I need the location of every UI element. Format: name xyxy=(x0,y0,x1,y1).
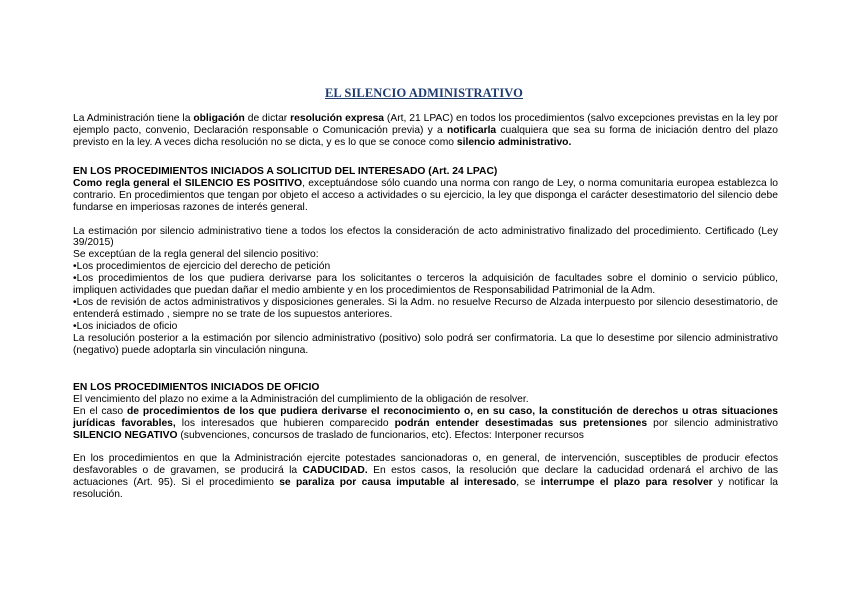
oficio-text-1: En el caso xyxy=(73,405,127,417)
exception-item: •Los de revisión de actos administrativos y disposiciones generales. Si la Adm. no resuelve Recurso de Alzada interpuesto por silencio desestimatorio, de entenderá estimado , siempre no se trate de los supuestos anteriores. xyxy=(73,296,778,320)
exceptions-intro: Se exceptúan de la regla general del silencio positivo: xyxy=(73,249,319,261)
oficio-bold-1: de procedimientos de los que pudiera derivarse el reconocimiento o, en su caso, la constitución de derechos u otras situaciones jurídicas favorables, xyxy=(73,405,778,429)
intro-bold-notificarla: notificarla xyxy=(446,124,497,136)
intro-section xyxy=(73,113,778,149)
exception-item: •Los procedimientos de ejercicio del derecho de petición xyxy=(73,261,331,273)
spacer xyxy=(73,214,778,226)
intro-text-1: La Administración tiene la xyxy=(73,113,194,124)
caducidad-text-3: , se xyxy=(516,477,541,489)
oficio-bold-2: podrán entender desestimadas sus pretensiones xyxy=(394,417,648,429)
intro-bold-silencio: silencio administrativo. xyxy=(456,136,572,148)
caducidad-bold-3: interrumpe el plazo para resolver xyxy=(540,477,713,489)
section-oficio xyxy=(73,382,778,501)
section-oficio-paragraph-3 xyxy=(73,453,778,501)
section-solicitud xyxy=(73,166,778,356)
caducidad-text-1: En los procedimientos en que la Administración ejercite potestades sancionadoras o, en general, de intervención, susceptibles de producir efectos desfavorables o de gravamen, se producirá la xyxy=(73,453,778,477)
intro-text-4: cualquiera que sea su forma de iniciación dentro del plazo previsto en la ley. A veces dicha resolución no se dicta, y es lo que se conoce como xyxy=(73,124,778,148)
oficio-text-4: (subvenciones, concursos de traslado de funcionarios, etc). Efectos: Interponer recursos xyxy=(177,429,584,441)
caducidad-bold: CADUCIDAD. xyxy=(302,465,368,477)
intro-text-2: de dictar xyxy=(244,113,291,124)
caducidad-text-2: En estos casos, la resolución que declare la caducidad ordenará el archivo de las actuaciones (Art. 95). Si el procedimiento xyxy=(73,465,779,489)
regla-general-text: , exceptuándose sólo cuando una norma con rango de Ley, o norma comunitaria europea establezca lo contrario. En procedimientos que tengan por objeto el acceso a actividades o su ejercicio, la ley que disponga el carácter desestimatorio del silencio debe fundarse en imperiosas razones de interés general. xyxy=(73,177,778,213)
page-title: EL SILENCIO ADMINISTRATIVO xyxy=(324,86,523,100)
exception-item: •Los iniciados de oficio xyxy=(73,320,178,332)
section-oficio-heading: EN LOS PROCEDIMIENTOS INICIADOS DE OFICIO xyxy=(73,382,320,393)
oficio-bold-silencio-negativo: SILENCIO NEGATIVO xyxy=(73,429,178,441)
section-oficio-paragraph-1: El vencimiento del plazo no exime a la Administración del cumplimiento de la obligación de resolver. xyxy=(73,393,529,405)
intro-text-3: (Art, 21 LPAC) en todos los procedimientos (salvo excepciones previstas en la ley por ejemplo pacto, convenio, Declaración responsable o Comunicación previa) y a xyxy=(73,113,779,136)
section-solicitud-paragraph-2: La estimación por silencio administrativo tiene a todos los efectos la consideración de acto administrativo finalizado del procedimiento. Certificado (Ley 39/2015) xyxy=(73,225,778,249)
caducidad-bold-2: se paraliza por causa imputable al interesado xyxy=(279,477,517,489)
section-solicitud-heading: EN LOS PROCEDIMIENTOS INICIADOS A SOLICITUD DEL INTERESADO (Art. 24 LPAC) xyxy=(73,166,498,177)
oficio-text-3: por silencio administrativo xyxy=(647,417,778,429)
section-solicitud-paragraph-1 xyxy=(73,178,778,214)
intro-bold-resolucion: resolución expresa xyxy=(290,113,385,124)
section-oficio-paragraph-2 xyxy=(73,406,778,442)
spacer xyxy=(73,442,778,454)
regla-general-bold: Como regla general el SILENCIO ES POSITIVO xyxy=(73,177,303,189)
caducidad-text-4: y notificar la resolución. xyxy=(73,477,778,501)
oficio-text-2: los interesados que hubieren comparecido xyxy=(175,417,395,429)
section-solicitud-paragraph-4: La resolución posterior a la estimación por silencio administrativo (positivo) solo podrá ser confirmatoria. La que lo desestime por silencio administrativo (negativo) puede adoptarla sin vinculación ninguna. xyxy=(73,332,778,356)
exception-item: •Los procedimientos de los que pudiera derivarse para los solicitantes o terceros la adquisición de facultades sobre el dominio o servicio público, impliquen actividades que puedan dañar el medio ambiente y en los procedimientos de Responsabilidad Patrimonial de la Adm. xyxy=(73,273,778,297)
intro-paragraph xyxy=(73,113,778,149)
intro-bold-obligacion: obligación xyxy=(193,113,245,124)
